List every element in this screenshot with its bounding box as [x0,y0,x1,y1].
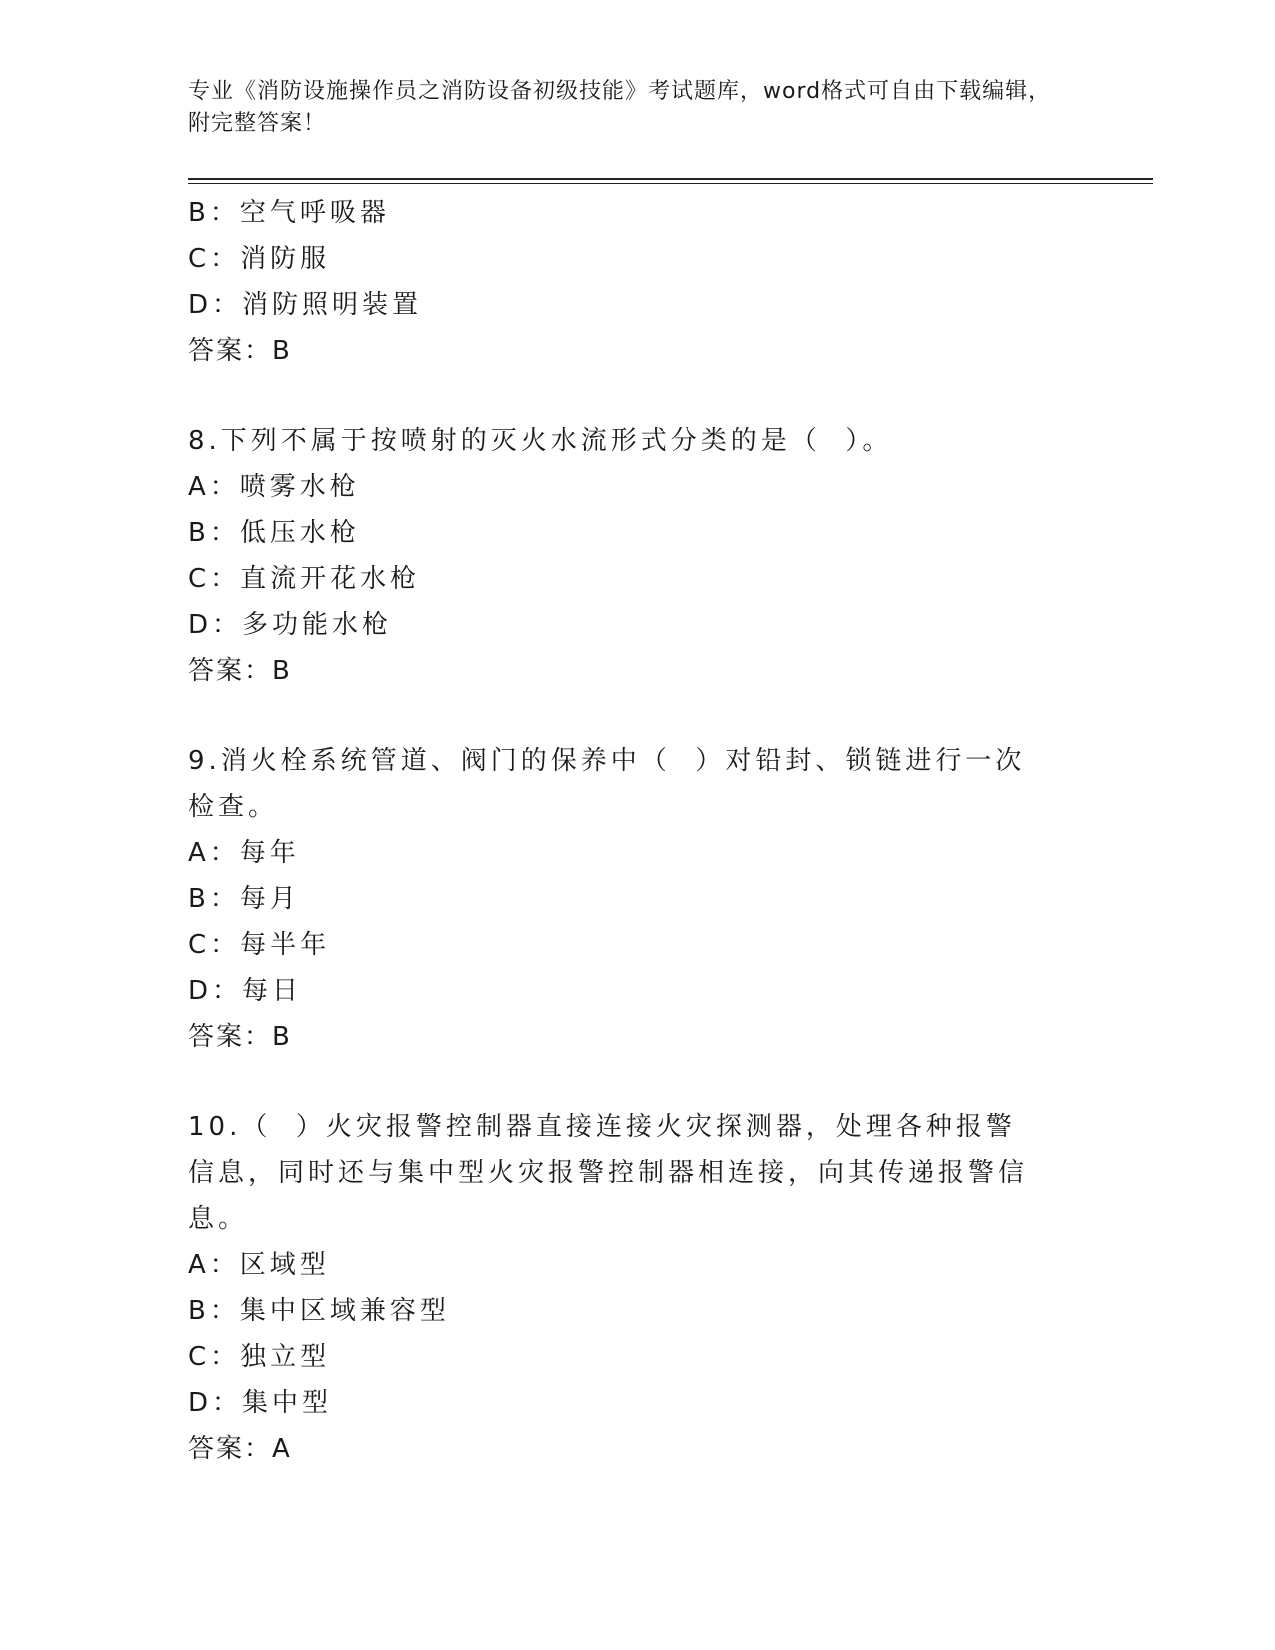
question-8 [188,418,1068,694]
option-b: B：每月 [188,884,300,914]
question-10 [188,1104,1068,1472]
answer: 答案：B [188,1022,292,1052]
question-stem: 8.下列不属于按喷射的灭火水流形式分类的是（ ）。 [188,426,893,456]
answer: 答案：A [188,1434,292,1464]
option-c: C：消防服 [188,244,331,274]
option-c: C：每半年 [188,930,331,960]
header-rule-thick [188,178,1153,180]
option-d: D：多功能水枪 [188,610,393,640]
option-d: D：每日 [188,976,303,1006]
question-9 [188,738,1068,1060]
question-stem: 9.消火栓系统管道、阀门的保养中（ ）对铅封、锁链进行一次检查。 [188,746,1026,822]
question-7-continued [188,190,1068,374]
option-b: B：低压水枪 [188,518,360,548]
option-b: B：空气呼吸器 [188,198,390,228]
option-c: C：直流开花水枪 [188,564,421,594]
option-a: A：区域型 [188,1250,330,1280]
option-d: D：消防照明装置 [188,290,423,320]
option-b: B：集中区域兼容型 [188,1296,450,1326]
option-c: C：独立型 [188,1342,331,1372]
question-list [188,190,1068,1472]
answer: 答案：B [188,656,292,686]
answer: 答案：B [188,336,292,366]
option-a: A：喷雾水枪 [188,472,360,502]
header-rule-thin [188,183,1153,184]
document-header: 专业《消防设施操作员之消防设备初级技能》考试题库，word格式可自由下载编辑，附完整答案！ [188,79,1052,136]
option-d: D：集中型 [188,1388,333,1418]
option-a: A：每年 [188,838,300,868]
question-stem: 10.（ ）火灾报警控制器直接连接火灾探测器，处理各种报警信息，同时还与集中型火灾报警控制器相连接，向其传递报警信息。 [188,1112,1029,1234]
